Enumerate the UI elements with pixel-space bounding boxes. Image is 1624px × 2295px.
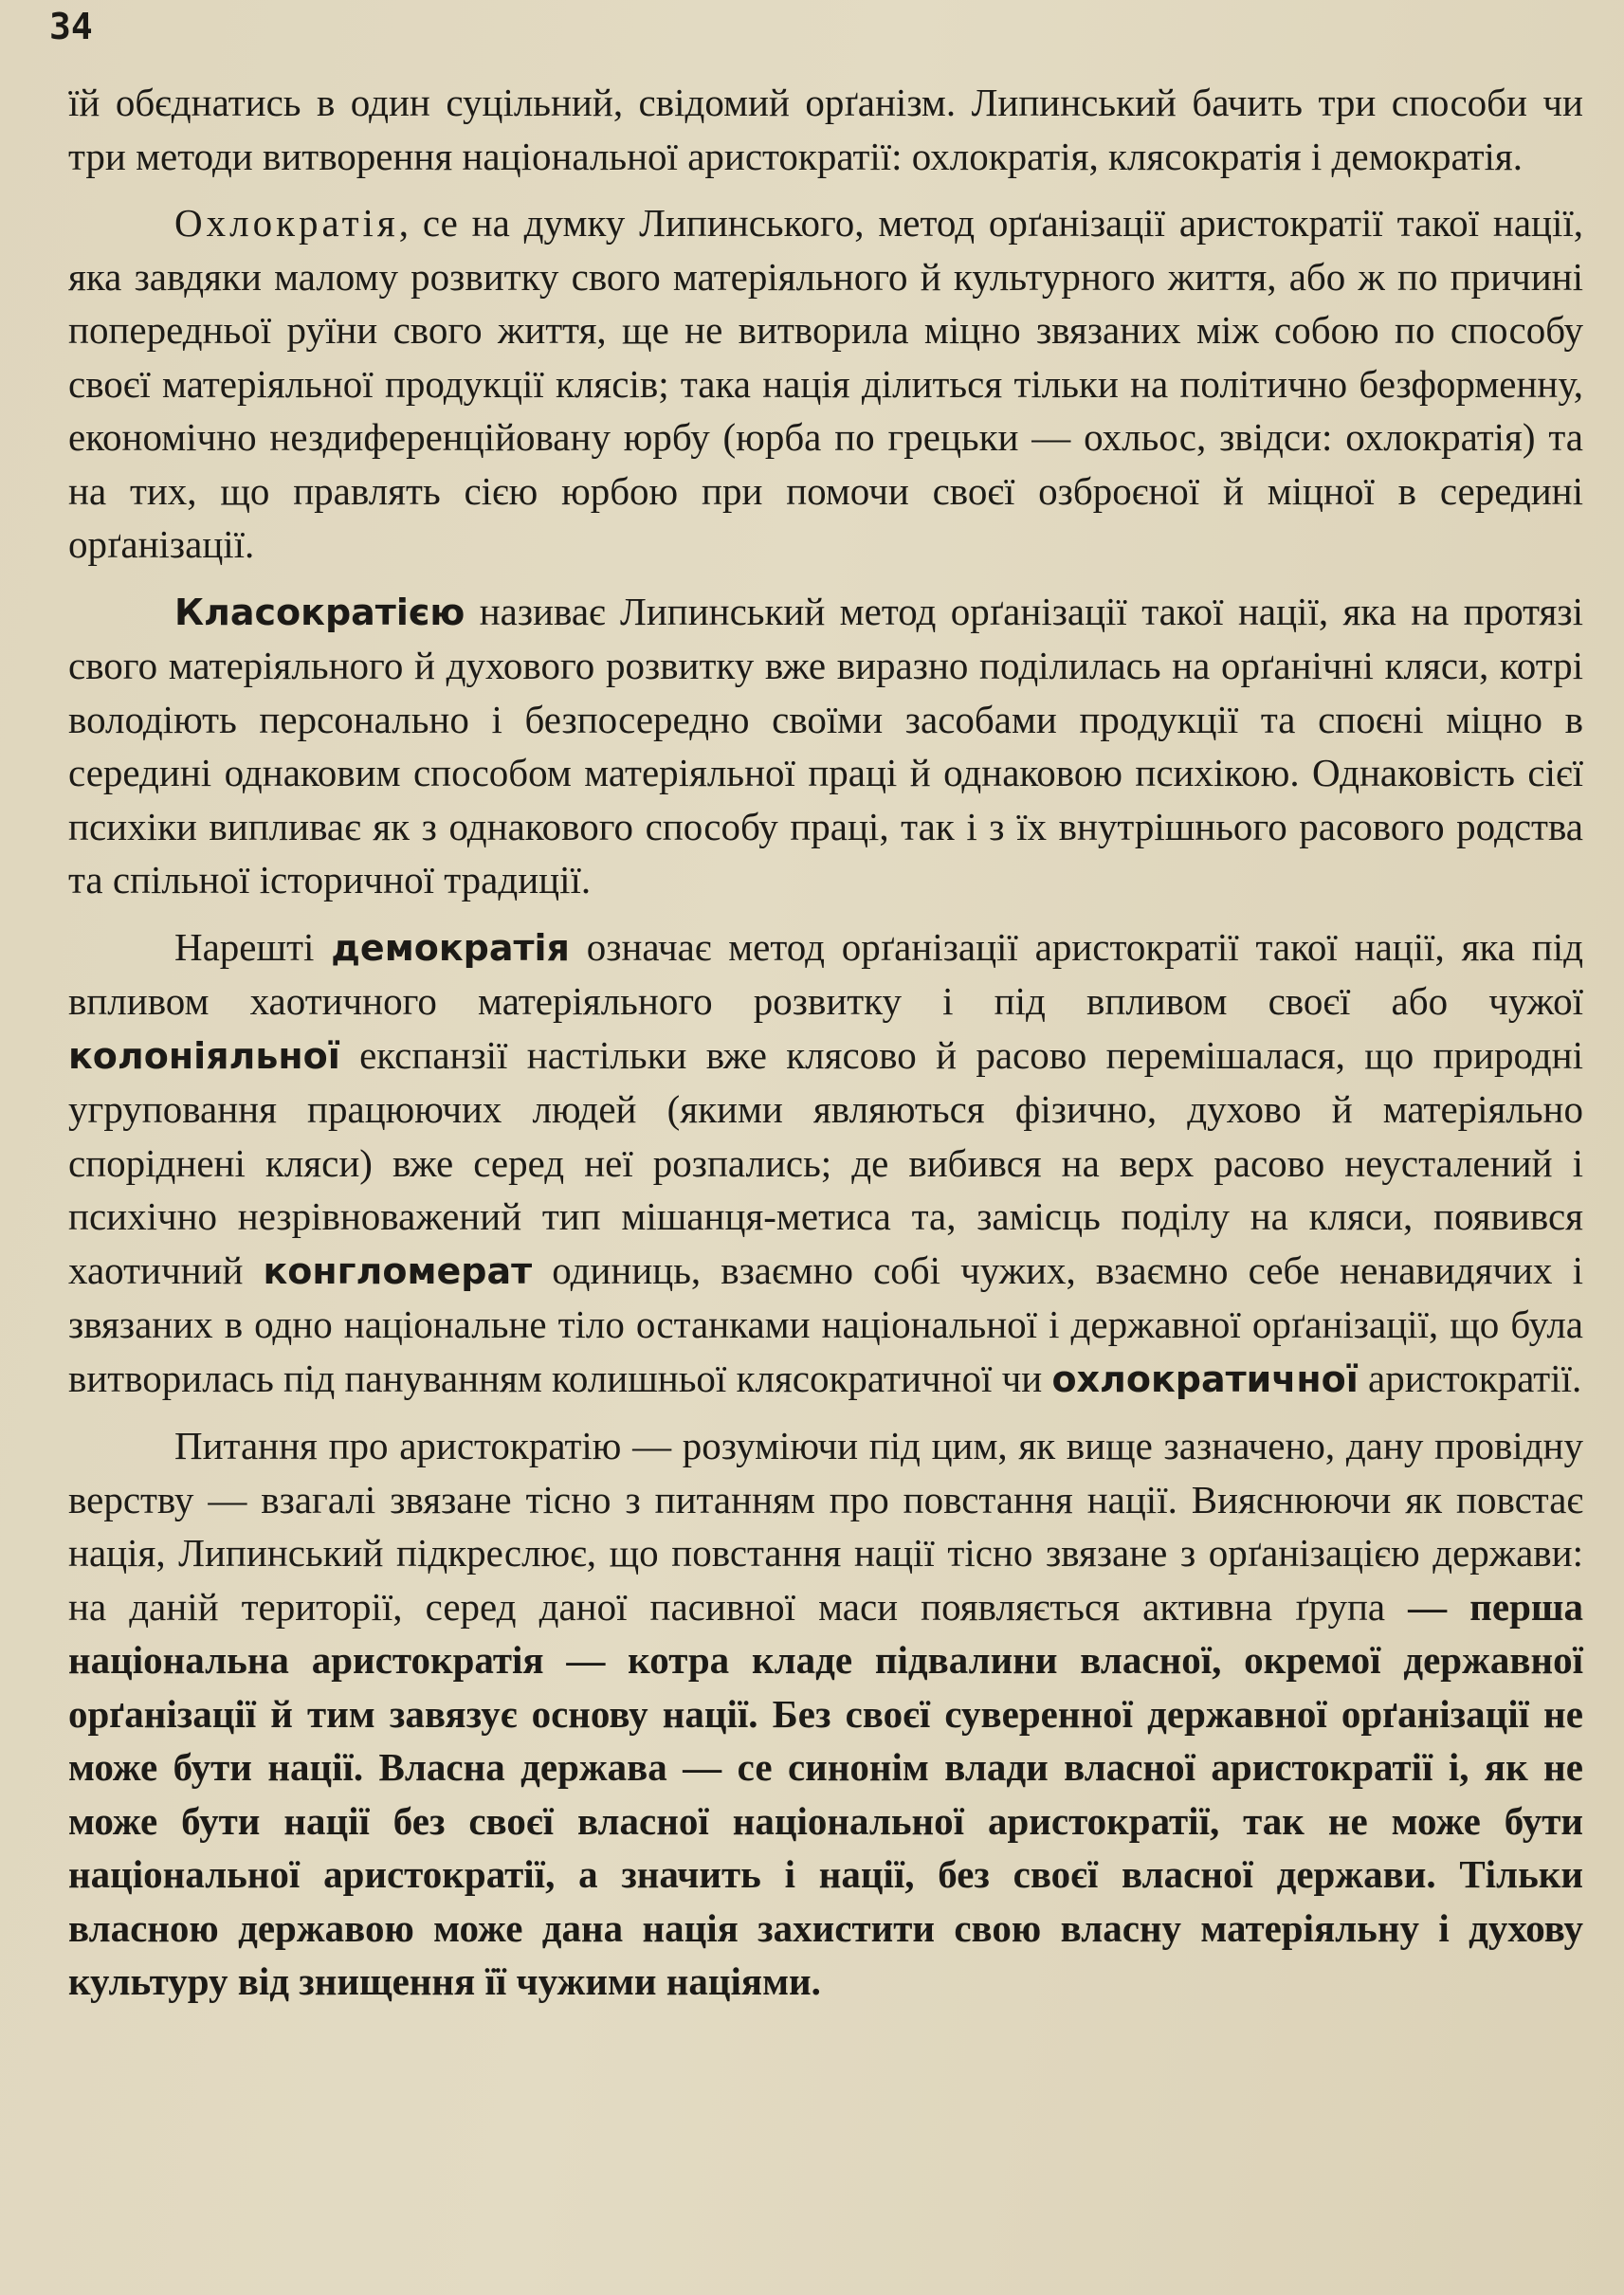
paragraph-4-mid2: експанзії настільки вже клясово й расово перемішалася, що природні угруповання працюючих людей (якими являються фізично, духово й матеріяльно споріднені кляси) вже серед неї розпались; де вибився на верх расово неусталений і психічно незрівноважений тип мішанця-метиса та, замісць поділу на кляси, появився хаотичний [68,1032,1583,1292]
page-text [68,76,1583,2009]
term-conglomerate: конгломерат [263,1249,533,1292]
paragraph-5-bold-text: — перша національна аристократія — котра кладе підвалини власної, окремої державної орґанізації й тим завязує основу нації. Без своєї суверенної державної орґанізації не може бути нації. Власна держава — се синонім влади власної аристократії і, як не може бути нації без своєї власної національної аристократії, так не може бути національної аристократії, а значить і нації, без своєї власної держави. Тільки власною державою може дана нація захистити свою власну матеріяльну і духову культуру від знищення її чужими націями. [68,1584,1583,2003]
paragraph-democracy [68,920,1583,1407]
page-number: 34 [49,6,93,47]
paragraph-4-post: аристократії. [1358,1356,1582,1400]
term-colonial: колоніяльної [68,1034,340,1077]
paragraph-2-text: , се на думку Липинського, метод орґанізації аристократії такої нації, яка завдяки малому розвитку свого матеріяльного й культурного життя, або ж по причині попередньої руїни свого життя, ще не витворила міцно звязаних між собою по способу своєї матеріяльної продукції клясів; така нація ділиться тільки на політично безформенну, економічно нездиференційовану юрбу (юрба по грецьки — охльос, звідси: охлократія) та на тих, що правлять сією юрбою при помочи своєї озброєної й міцної в середині орґанізації. [68,201,1583,566]
paragraph-ochlocracy [68,196,1583,572]
paragraph-classocracy [68,585,1583,907]
paragraph-4-mid3: одиниць, взаємно собі чужих, взаємно себе ненавидячих і звязаних в одно національне тіло останками національної і державної орґанізації, що була витворилась під пануванням колишньої клясократичної чи [68,1248,1583,1400]
term-ochlocratic: охлократичної [1051,1357,1359,1400]
paragraph-5-text: Питання про аристократію — розуміючи під цим, як вище зазначено, дану провідну верству — взагалі звязане тісно з питанням про повстання нації. Вияснюючи як повстає нація, Липинський підкреслює, що повстання нації тісно звязане з орґанізацією держави: на даній території, серед даної пасивної маси появляється активна ґрупа [68,1424,1583,1629]
paragraph-1-text: їй обєднатись в один суцільний, свідомий орґанізм. Липинський бачить три способи чи три методи витворення національної аристократії: охлократія, клясократія і демократія. [68,81,1583,178]
term-classocracy: Класократією [174,591,465,633]
paragraph-1 [68,76,1583,183]
paragraph-4-pre: Нарешті [174,924,332,969]
paragraph-4-mid1: означає метод орґанізації аристократії такої нації, яка під впливом хаотичного матеріяльного розвитку і під впливом своєї або чужої [68,924,1583,1023]
paragraph-3-text: називає Липинський метод орґанізації такої нації, яка на протязі свого матеріяльного й духового розвитку вже виразно поділилась на орґанічні кляси, котрі володіють персонально і безпосередно своїми засобами продукції та споєні міцно в середині однаковим способом матеріяльної праці й однаковою психікою. Однаковість сієї психіки випливає як з однакового способу праці, так і з їх внутрішнього расового родства та спільної історичної традиції. [68,589,1583,902]
term-democracy: демократія [331,926,570,969]
paragraph-aristocracy [68,1419,1583,2009]
term-ochlocracy: Охлократія [174,201,399,245]
